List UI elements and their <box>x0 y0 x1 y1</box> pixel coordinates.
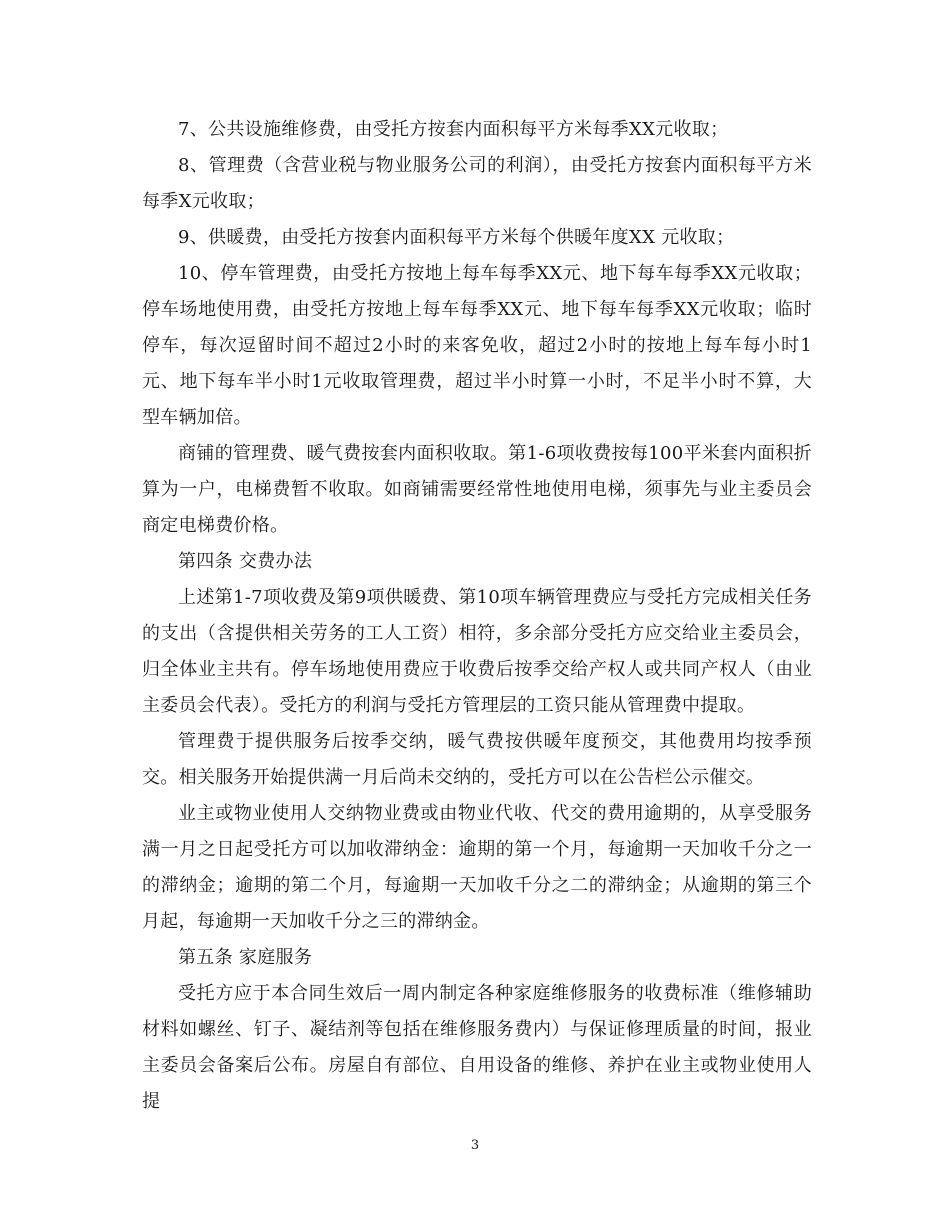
paragraph-household-service: 受托方应于本合同生效后一周内制定各种家庭维修服务的收费标准（维修辅助材料如螺丝、钉子、凝结剂等包括在维修服务费内）与保证修理质量的时间，报业主委员会备案后公布。房屋自有部位、自用设备的维修、养护在业主或物业使用人提 <box>142 983 812 1112</box>
section-heading-article-5: 第五条 家庭服务 <box>178 947 313 968</box>
document-body <box>142 112 812 1120</box>
page-number: 3 <box>470 1138 480 1153</box>
paragraph-fee-settlement: 上述第1-7项收费及第9项供暖费、第10项车辆管理费应与受托方完成相关任务的支出（含提供相关劳务的工人工资）相符，多余部分受托方应交给业主委员会，归全体业主共有。停车场地使用费应于收费后按季交给产权人或共同产权人（由业主委员会代表）。受托方的利润与受托方管理层的工资只能从管理费中提取。 <box>142 587 812 716</box>
paragraph-item-8-management-fee: 8、管理费（含营业税与物业服务公司的利润），由受托方按套内面积每平方米每季X元收取； <box>142 155 812 212</box>
paragraph-shop-fees: 商铺的管理费、暖气费按套内面积收取。第1-6项收费按每100平米套内面积折算为一户，电梯费暂不收取。如商铺需要经常性地使用电梯，须事先与业主委员会商定电梯费价格。 <box>142 443 812 536</box>
paragraph-item-7-public-facilities: 7、公共设施维修费，由受托方按套内面积每平方米每季XX元收取； <box>178 119 729 140</box>
paragraph-late-fee: 业主或物业使用人交纳物业费或由物业代收、代交的费用逾期的，从享受服务满一月之日起受托方可以加收滞纳金：逾期的第一个月，每逾期一天加收千分之一的滞纳金；逾期的第二个月，每逾期一天加收千分之二的滞纳金；从逾期的第三个月起，每逾期一天加收千分之三的滞纳金。 <box>142 803 812 932</box>
paragraph-payment-schedule: 管理费于提供服务后按季交纳，暖气费按供暖年度预交，其他费用均按季预交。相关服务开始提供满一月后尚未交纳的，受托方可以在公告栏公示催交。 <box>142 731 812 788</box>
paragraph-item-10-parking-fee: 10、停车管理费，由受托方按地上每车每季XX元、地下每车每季XX元收取；停车场地使用费，由受托方按地上每车每季XX元、地下每车每季XX元收取；临时停车，每次逗留时间不超过2小时的来客免收，超过2小时的按地上每车每小时1 元、地下每车半小时1元收取管理费，超过半小时算一小时，不足半小时不算，大型车辆加倍。 <box>142 263 812 428</box>
section-heading-article-4: 第四条 交费办法 <box>178 551 313 572</box>
paragraph-item-9-heating-fee: 9、供暖费，由受托方按套内面积每平方米每个供暖年度XX 元收取； <box>178 227 735 248</box>
